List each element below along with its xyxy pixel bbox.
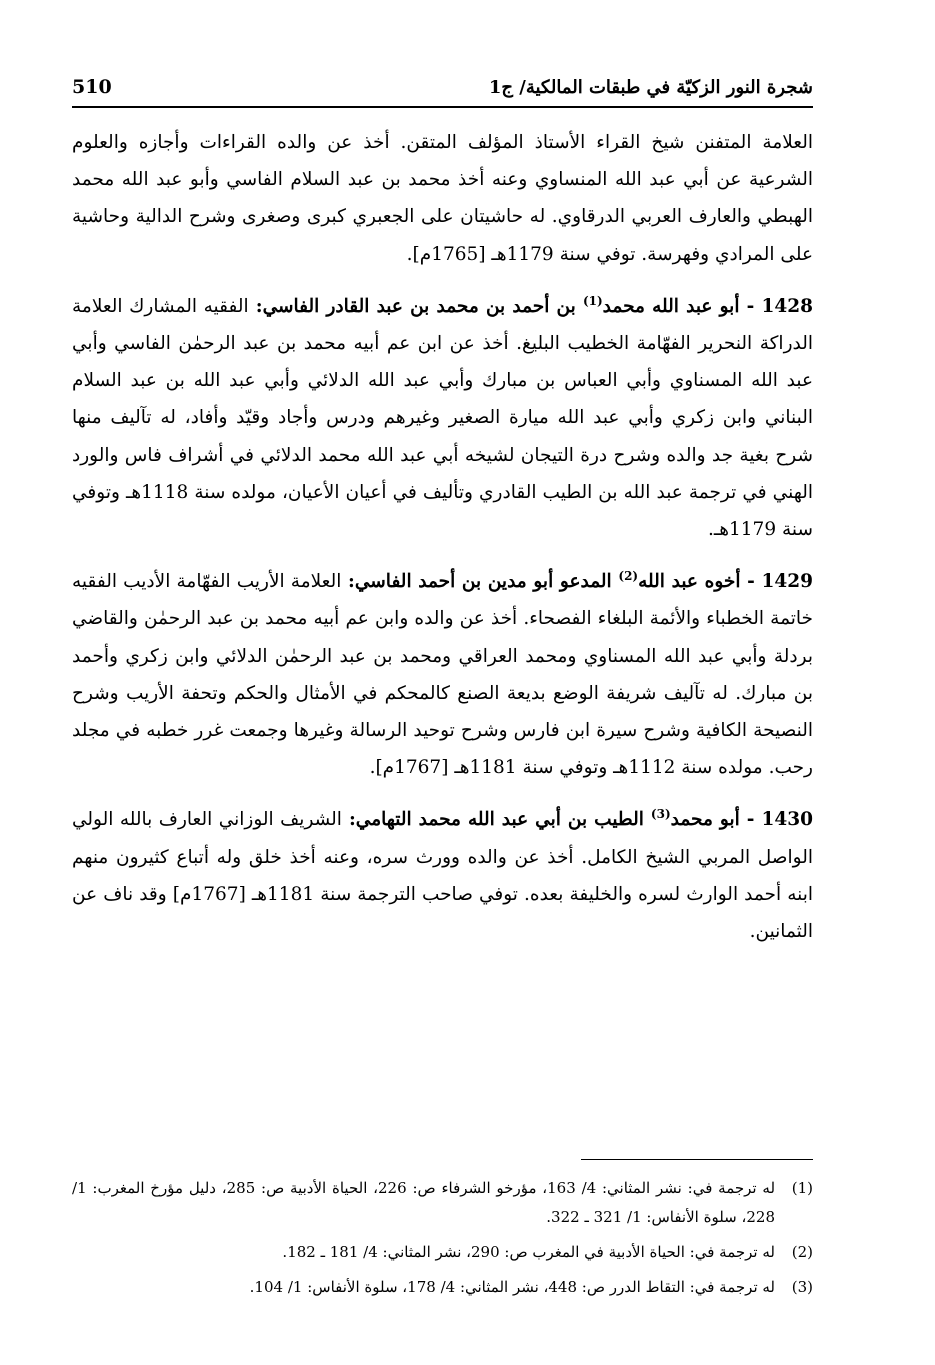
- running-title: شجرة النور الزكيّة في طبقات المالكية/ ج1: [488, 76, 813, 98]
- entry-text: الشريف الوزاني العارف بالله الولي الواصل المربي الشيخ الكامل. أخذ عن والده وورث سره، وعنه أخذ خلق وله أتباع كثيرون منهم ابنه أحمد الوارث لسره والخليفة بعده. توفي صاحب الترجمة سنة 1181هـ [1767م] وقد ناف عن الثمانين.: [72, 809, 813, 943]
- entry-heading: 1430 - أبو محمد$^{(3)}$ الطيب بن أبي عبد الله محمد التهامي:: [341, 807, 813, 831]
- footnote-text: له ترجمة في: نشر المثاني: 4/ 163، مؤرخو الشرفاء ص: 226، الحياة الأدبية ص: 285، دليل مؤرخ المغرب: 1/ 228، سلوة الأنفاس: 1/ 321 ـ 322.: [72, 1179, 776, 1226]
- footnote-text: له ترجمة في: التقاط الدرر ص: 448، نشر المثاني: 4/ 178، سلوة الأنفاس: 1/ 104.: [249, 1278, 775, 1296]
- footnote-text: له ترجمة في: الحياة الأدبية في المغرب ص: 290، نشر المثاني: 4/ 181 ـ 182.: [282, 1243, 775, 1261]
- entry-text: الفقيه المشارك العلامة الدراكة النحرير الفهّامة الخطيب البليغ. أخذ عن ابن عم أبيه محمد بن عبد الرحمٰن الفاسي وأبي عبد الله المسناوي وأبي العباس بن مبارك وأبي عبد الله الدلائي وأبي عبد الله بن عبد السلام البناني وابن زكري وأبي عبد الله ميارة الصغير وغيرهم ودرس وأجاد وقيّد وأفاد، له تآليف منها شرح بغية جد والده وشرح درة التيجان لشيخه أبي عبد الله محمد الدلائي في أشراف فاس والورد الهني في ترجمة عبد الله بن الطيب القادري وتأليف في أعيان الأعيان، مولده سنة 1118هـ وتوفي سنة 1179هـ.: [72, 295, 813, 541]
- page-header: [72, 70, 813, 104]
- footnote-number: (3): [791, 1278, 813, 1296]
- footnote-number: (1): [791, 1179, 813, 1197]
- entry-heading: 1429 - أخوه عبد الله$^{(2)}$ المدعو أبو مدين بن أحمد الفاسي:: [341, 569, 813, 593]
- footnote-3: [72, 1273, 813, 1302]
- footnote-1: [72, 1174, 813, 1232]
- page-number: 510: [72, 76, 112, 98]
- continued-paragraph: العلامة المتفنن شيخ القراء الأستاذ المؤلف المتقن. أخذ عن والده القراءات وأجازه والعلوم الشرعية عن أبي عبد الله المنساوي وعنه أخذ محمد بن عبد السلام الفاسي وأبو عبد الله محمد الهبطي والعارف العربي الدرقاوي. له حاشيتان على الجعبري كبرى وصغرى وشرح الدالية وحاشية على المرادي وفهرسة. توفي سنة 1179هـ [1765م].: [72, 132, 813, 265]
- footnote-ref-3: (3): [650, 807, 671, 822]
- footnote-separator: [581, 1159, 813, 1160]
- entry-heading: 1428 - أبو عبد الله محمد$^{(1)}$ بن أحمد بن محمد بن عبد القادر الفاسي:: [248, 293, 813, 317]
- header-rule: [72, 106, 813, 108]
- footnote-ref-2: (2): [618, 569, 639, 584]
- footnotes: [72, 1174, 813, 1308]
- footnote-number: (2): [791, 1243, 813, 1261]
- biography-entry-1430: [72, 801, 813, 950]
- footnote-2: [72, 1238, 813, 1267]
- biography-entry-1429: [72, 563, 813, 786]
- biography-entry-1428: [72, 288, 813, 548]
- page-body: [72, 124, 813, 950]
- footnote-ref-1: (1): [582, 293, 603, 308]
- entry-text: العلامة الأريب الفهّامة الأديب الفقيه خاتمة الخطباء والأئمة البلغاء الفصحاء. أخذ عن والده وابن عم أبيه محمد بن عبد الرحمٰن والقاضي بردلة وأبي عبد الله المسناوي ومحمد العراقي ومحمد بن عبد الرحمٰن الدلائي وابن زكري وأحمد بن مبارك. له تآليف شريفة الوضع بديعة الصنع كالمحكم في الأمثال والحكم وتحفة الأريب وشرح النصيحة الكافية وشرح سيرة ابن فارس وشرح توحيد الرسالة وغيرها وجمعت غرر خطبه في مجلد رحب. مولده سنة 1112هـ وتوفي سنة 1181هـ [1767م].: [72, 571, 813, 779]
